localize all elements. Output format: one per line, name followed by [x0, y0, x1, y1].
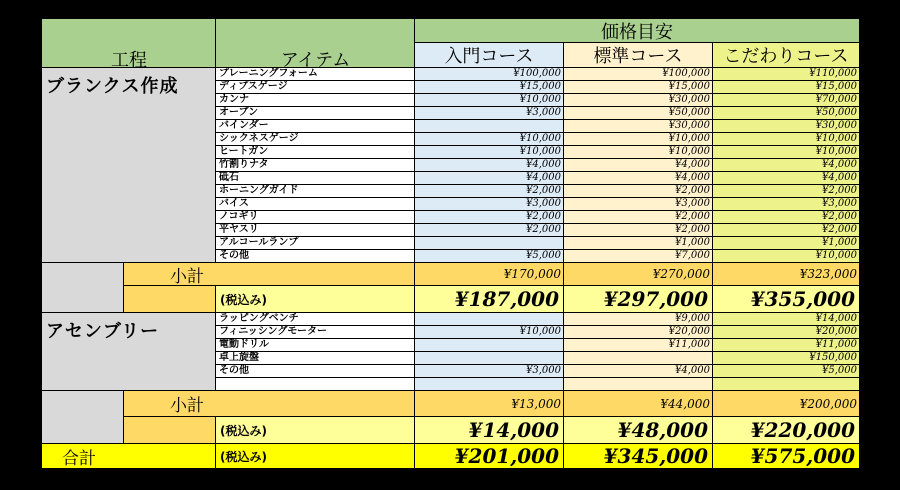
item-price: ¥11,000 [713, 339, 860, 352]
item-price: ¥30,000 [713, 120, 860, 133]
header-course-3: こだわりコース [713, 43, 860, 68]
item-price: ¥30,000 [564, 120, 713, 133]
item-name: オーブン [216, 107, 415, 120]
subtotal-value: ¥13,000 [415, 391, 564, 417]
item-price: ¥1,000 [713, 237, 860, 250]
tax-total-value: ¥297,000 [564, 286, 713, 313]
header-price-guide: 価格目安 [415, 19, 860, 43]
item-price: ¥4,000 [564, 172, 713, 185]
item-name: 砥石 [216, 172, 415, 185]
grand-total-value: ¥575,000 [713, 444, 860, 469]
tax-spacer [124, 286, 216, 313]
item-price: ¥4,000 [564, 159, 713, 172]
item-price: ¥150,000 [713, 352, 860, 365]
item-price [564, 352, 713, 365]
item-price [713, 378, 860, 391]
subtotal-label: 小計 [124, 263, 415, 286]
item-price [415, 313, 564, 326]
item-price: ¥2,000 [713, 211, 860, 224]
item-price: ¥5,000 [415, 250, 564, 263]
header-course-2: 標準コース [564, 43, 713, 68]
item-price: ¥10,000 [415, 146, 564, 159]
tax-total-value: ¥355,000 [713, 286, 860, 313]
section-1-process: アセンブリー [42, 313, 216, 391]
item-price: ¥10,000 [415, 94, 564, 107]
subtotal-label: 小計 [124, 391, 415, 417]
item-price: ¥3,000 [564, 198, 713, 211]
item-price: ¥4,000 [564, 365, 713, 378]
item-price: ¥20,000 [564, 326, 713, 339]
item-price: ¥14,000 [713, 313, 860, 326]
item-price: ¥2,000 [415, 224, 564, 237]
item-price: ¥110,000 [713, 68, 860, 81]
item-price: ¥10,000 [415, 326, 564, 339]
item-name [216, 378, 415, 391]
item-price [415, 120, 564, 133]
item-name: プレーニングフォーム [216, 68, 415, 81]
item-price [415, 352, 564, 365]
item-name: ホーニングガイド [216, 185, 415, 198]
item-price: ¥15,000 [564, 81, 713, 94]
item-price: ¥1,000 [564, 237, 713, 250]
item-price: ¥2,000 [713, 185, 860, 198]
item-price: ¥3,000 [415, 198, 564, 211]
item-name: 竹割りナタ [216, 159, 415, 172]
item-price: ¥20,000 [713, 326, 860, 339]
item-price: ¥2,000 [713, 224, 860, 237]
section-0-spacer [42, 263, 124, 313]
header-course-1: 入門コース [415, 43, 564, 68]
item-price [415, 339, 564, 352]
grand-total-label: 合計 [42, 444, 216, 469]
item-name: バインダー [216, 120, 415, 133]
subtotal-value: ¥44,000 [564, 391, 713, 417]
item-price: ¥100,000 [564, 68, 713, 81]
item-price: ¥2,000 [564, 211, 713, 224]
header-process: 工程 [111, 49, 147, 68]
item-price [415, 237, 564, 250]
item-price: ¥50,000 [564, 107, 713, 120]
item-price: ¥15,000 [713, 81, 860, 94]
item-price: ¥70,000 [713, 94, 860, 107]
item-price: ¥10,000 [713, 133, 860, 146]
item-name: ディプスゲージ [216, 81, 415, 94]
item-name: カンナ [216, 94, 415, 107]
tax-spacer [124, 417, 216, 444]
header-item: アイテム [280, 49, 351, 68]
item-price: ¥4,000 [713, 172, 860, 185]
section-0-process: ブランクス作成 [42, 68, 216, 263]
tax-total-value: ¥187,000 [415, 286, 564, 313]
subtotal-value: ¥323,000 [713, 263, 860, 286]
item-price: ¥4,000 [415, 159, 564, 172]
item-price: ¥2,000 [415, 185, 564, 198]
item-price: ¥11,000 [564, 339, 713, 352]
item-price: ¥3,000 [713, 198, 860, 211]
item-price: ¥10,000 [564, 133, 713, 146]
item-price: ¥4,000 [713, 159, 860, 172]
item-name: ヒートガン [216, 146, 415, 159]
item-price: ¥7,000 [564, 250, 713, 263]
item-name: 電動ドリル [216, 339, 415, 352]
item-price: ¥10,000 [415, 133, 564, 146]
subtotal-value: ¥170,000 [415, 263, 564, 286]
item-price: ¥30,000 [564, 94, 713, 107]
item-name: 卓上旋盤 [216, 352, 415, 365]
item-price: ¥10,000 [713, 250, 860, 263]
tax-label: (税込み) [216, 286, 415, 313]
item-price: ¥9,000 [564, 313, 713, 326]
tax-total-value: ¥220,000 [713, 417, 860, 444]
item-name: シックネスゲージ [216, 133, 415, 146]
tax-total-value: ¥14,000 [415, 417, 564, 444]
item-price: ¥2,000 [415, 211, 564, 224]
item-price: ¥5,000 [713, 365, 860, 378]
grand-total-tax-label: (税込み) [216, 444, 415, 469]
item-price [415, 378, 564, 391]
item-name: その他 [216, 250, 415, 263]
tax-label: (税込み) [216, 417, 415, 444]
subtotal-value: ¥270,000 [564, 263, 713, 286]
item-name: ノコギリ [216, 211, 415, 224]
grand-total-value: ¥201,000 [415, 444, 564, 469]
item-name: フィニッシングモーター [216, 326, 415, 339]
item-price: ¥3,000 [415, 107, 564, 120]
tax-total-value: ¥48,000 [564, 417, 713, 444]
subtotal-value: ¥200,000 [713, 391, 860, 417]
item-price: ¥4,000 [415, 172, 564, 185]
item-name: その他 [216, 365, 415, 378]
item-price: ¥10,000 [564, 146, 713, 159]
item-price: ¥2,000 [564, 224, 713, 237]
item-price: ¥2,000 [564, 185, 713, 198]
item-price: ¥100,000 [415, 68, 564, 81]
item-price: ¥15,000 [415, 81, 564, 94]
price-table [42, 19, 860, 469]
item-price: ¥50,000 [713, 107, 860, 120]
item-price [564, 378, 713, 391]
item-name: ラッピングベンチ [216, 313, 415, 326]
item-price: ¥3,000 [415, 365, 564, 378]
item-name: アルコールランプ [216, 237, 415, 250]
grand-total-value: ¥345,000 [564, 444, 713, 469]
item-name: バイス [216, 198, 415, 211]
item-price: ¥10,000 [713, 146, 860, 159]
item-name: 平ヤスリ [216, 224, 415, 237]
section-1-spacer [42, 391, 124, 444]
